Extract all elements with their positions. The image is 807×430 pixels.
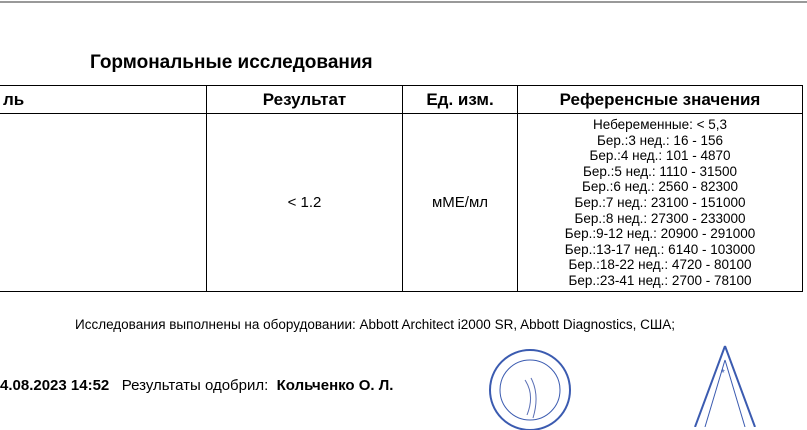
result-cell: < 1.2 — [207, 114, 403, 292]
reference-line: Бер.:8 нед.: 27300 - 233000 — [574, 210, 746, 226]
reference-line: Бер.:4 нед.: 101 - 4870 — [589, 148, 731, 164]
top-divider — [0, 1, 807, 3]
section-title: Гормональные исследования — [90, 52, 373, 73]
results-table — [0, 85, 803, 292]
reference-line: Бер.:18-22 нед.: 4720 - 80100 — [568, 257, 752, 273]
header-result: Результат — [207, 86, 403, 114]
triangle-stamp-icon — [690, 342, 760, 427]
test-name-cell — [0, 114, 207, 292]
equipment-note: Исследования выполнены на оборудовании: Abbott Architect i2000 SR, Abbott Diagnostics, США; — [75, 317, 676, 332]
reference-line: Бер.:9-12 нед.: 20900 - 291000 — [564, 226, 756, 242]
reference-line: Бер.:3 нед.: 16 - 156 — [597, 132, 723, 148]
reference-line: Бер.:5 нед.: 1110 - 31500 — [583, 163, 737, 179]
approver-name: Кольченко О. Л. — [276, 377, 394, 394]
reference-line: Бер.:6 нед.: 2560 - 82300 — [581, 179, 738, 195]
reference-line: Бер.:13-17 нед.: 6140 - 103000 — [564, 241, 756, 257]
header-test: ль — [0, 86, 207, 114]
reference-line: Бер.:7 нед.: 23100 - 151000 — [574, 194, 746, 210]
approval-datetime: 4.08.2023 14:52 — [0, 377, 110, 394]
header-unit: Ед. изм. — [403, 86, 518, 114]
approval-line — [0, 377, 393, 394]
reference-line: Небеременные: < 5,3 — [592, 117, 728, 132]
table-header — [0, 86, 803, 114]
approved-label: Результаты одобрил: — [121, 377, 269, 394]
unit-cell: мМЕ/мл — [403, 114, 518, 292]
header-reference: Референсные значения — [518, 86, 803, 114]
reference-cell — [518, 114, 803, 292]
svg-text:*: * — [721, 368, 725, 379]
round-stamp-icon — [485, 340, 575, 430]
reference-line: Бер.:23-41 нед.: 2700 - 78100 — [568, 272, 752, 288]
table-row — [0, 114, 803, 292]
